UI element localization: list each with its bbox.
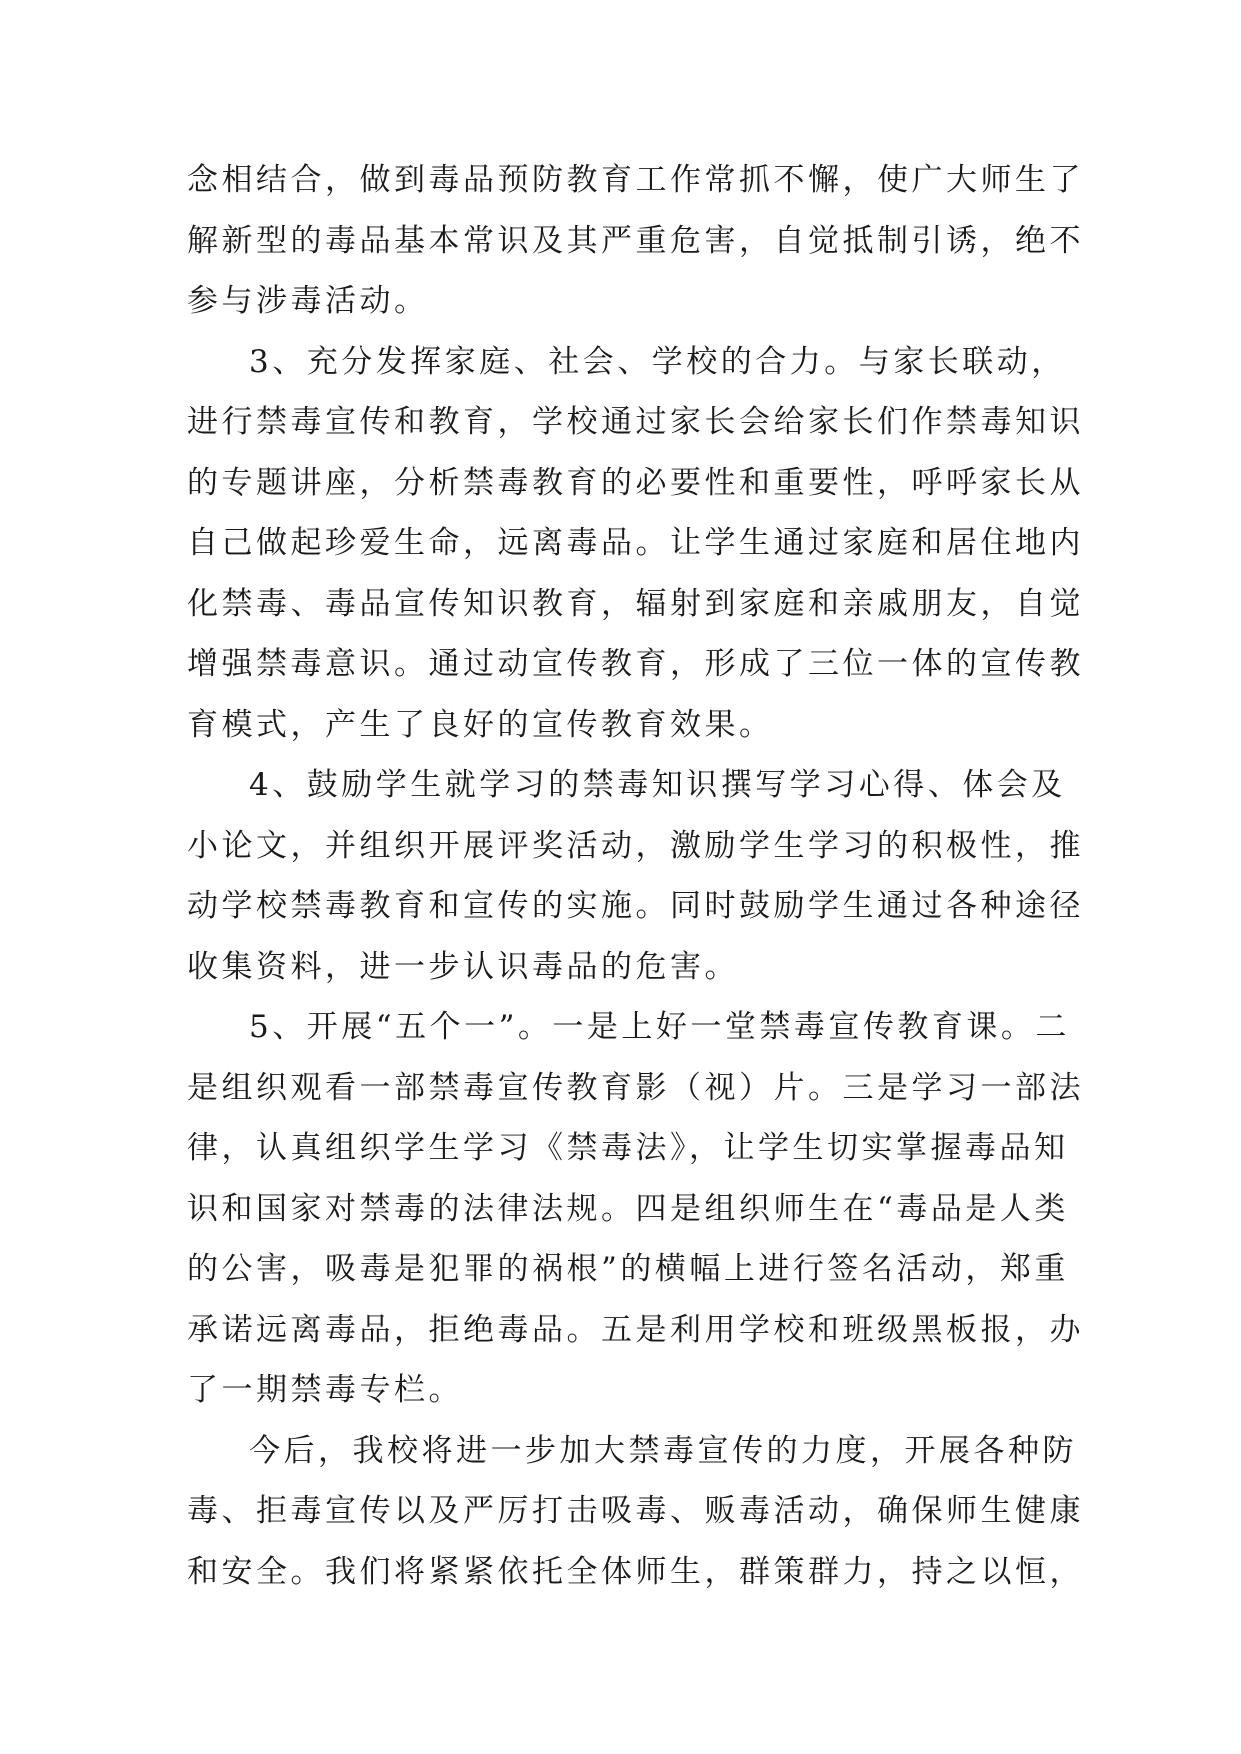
text-line: 进行禁毒宣传和教育，学校通过家长会给家长们作禁毒知识 <box>187 404 1084 440</box>
text-line: 今后，我校将进一步加大禁毒宣传的力度，开展各种防 <box>249 1432 1077 1469</box>
text-line: 了一期禁毒专栏。 <box>187 1372 463 1408</box>
text-line: 收集资料，进一步认识毒品的危害。 <box>187 948 739 985</box>
text-line: 的专题讲座，分析禁毒教育的必要性和重要性，呼呼家长从 <box>187 464 1084 501</box>
text-line: 自己做起珍爱生命，远离毒品。让学生通过家庭和居住地内 <box>187 525 1084 561</box>
text-line: 动学校禁毒教育和宣传的实施。同时鼓励学生通过各种途径 <box>187 888 1084 924</box>
text-line: 参与涉毒活动。 <box>187 283 429 319</box>
text-line: 是组织观看一部禁毒宣传教育影（视）片。三是学习一部法 <box>187 1069 1084 1106</box>
text-line: 3、充分发挥家庭、社会、学校的合力。与家长联动， <box>249 343 1066 380</box>
text-line: 承诺远离毒品，拒绝毒品。五是利用学校和班级黑板报，办 <box>187 1311 1084 1348</box>
text-line: 念相结合，做到毒品预防教育工作常抓不懈，使广大师生了 <box>187 162 1084 198</box>
document-body <box>187 150 1084 1602</box>
text-line: 育模式，产生了良好的宣传教育效果。 <box>187 706 774 743</box>
text-line: 5、开展“五个一”。一是上好一堂禁毒宣传教育课。二 <box>249 1009 1070 1045</box>
text-line: 的公害，吸毒是犯罪的祸根”的横幅上进行签名活动，郑重 <box>187 1251 1069 1287</box>
text-line: 4、鼓励学生就学习的禁毒知识撰写学习心得、体会及 <box>249 767 1066 803</box>
text-line: 解新型的毒品基本常识及其严重危害，自觉抵制引诱，绝不 <box>187 222 1084 259</box>
text-line: 化禁毒、毒品宣传知识教育，辐射到家庭和亲戚朋友，自觉 <box>187 585 1084 622</box>
text-line: 增强禁毒意识。通过动宣传教育，形成了三位一体的宣传教 <box>187 646 1084 682</box>
text-line: 和安全。我们将紧紧依托全体师生，群策群力，持之以恒， <box>187 1553 1084 1590</box>
text-line: 律，认真组织学生学习《禁毒法》，让学生切实掌握毒品知 <box>187 1130 1069 1166</box>
text-line: 识和国家对禁毒的法律法规。四是组织师生在“毒品是人类 <box>187 1190 1069 1227</box>
text-line: 小论文，并组织开展评奖活动，激励学生学习的积极性，推 <box>187 827 1084 864</box>
text-line: 毒、拒毒宣传以及严厉打击吸毒、贩毒活动，确保师生健康 <box>187 1493 1084 1529</box>
